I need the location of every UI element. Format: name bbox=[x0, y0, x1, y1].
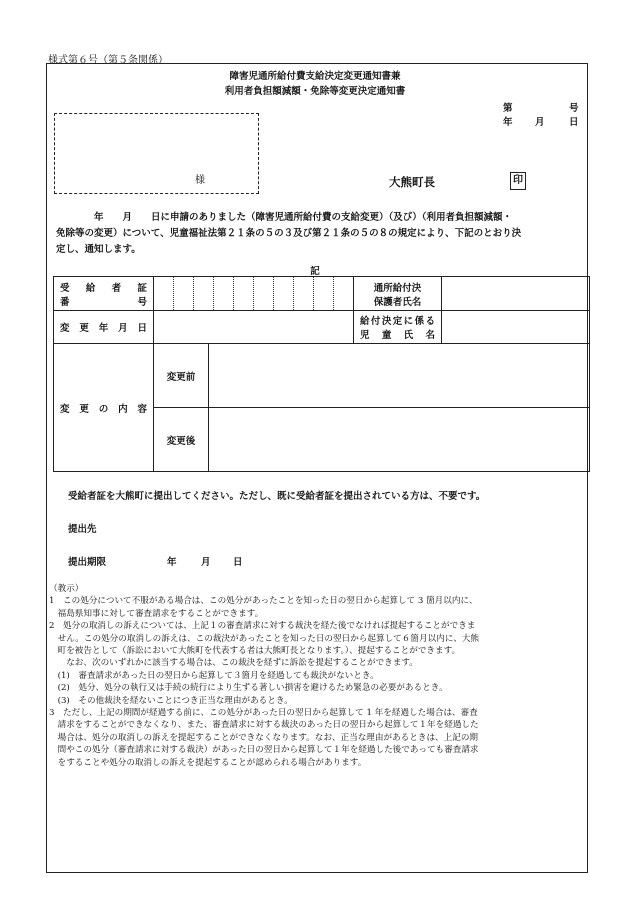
instruction-section bbox=[49, 583, 587, 769]
child-label-2: 児 童 氏 名 bbox=[360, 330, 435, 341]
seal-stamp: 印 bbox=[510, 172, 526, 190]
instruction-line: をすることや処分の取消しの訴えを提起することが認められる場合があります。 bbox=[49, 757, 367, 768]
date-year: 年 bbox=[503, 117, 513, 128]
instruction-line: 1 この処分について不服がある場合は、この処分があったことを知った日の翌日から起算して 3 箇月以内に、 bbox=[49, 596, 478, 607]
instruction-line: 2 処分の取消しの訴えについては、上記１の審査請求に対する裁決を経た後でなければ提起することができま bbox=[49, 621, 476, 632]
document-title-line2: 利用者負担額減額・免除等変更決定通知書 bbox=[224, 86, 406, 97]
addressee-box[interactable] bbox=[54, 113, 259, 194]
instruction-line: (3) その他裁決を経ないことにつき正当な理由があるとき。 bbox=[49, 695, 293, 706]
submission-notice: 受給者証を大熊町に提出してください。ただし、既に受給者証を提出されている方は、不要です。 bbox=[68, 491, 486, 502]
recipient-cert-label-2: 番 号 bbox=[60, 296, 147, 308]
body-line: 年 月 日に申請のありました（障害児通所給付費の支給変更）（及び）（利用者負担額減額・ bbox=[56, 212, 513, 223]
instruction-line: (1) 審査請求があった日の翌日から起算して３箇月を経過しても裁決がないとき。 bbox=[49, 670, 379, 681]
number-go: 号 bbox=[569, 103, 579, 114]
body-paragraph bbox=[56, 210, 588, 258]
ki-heading: 記 bbox=[310, 266, 320, 277]
before-label: 変更前 bbox=[154, 344, 209, 408]
submit-to-label: 提出先 bbox=[68, 524, 97, 535]
deadline-month: 月 bbox=[201, 557, 211, 568]
change-content-label: 変 更 の 内 容 bbox=[54, 344, 154, 472]
deadline-day: 日 bbox=[233, 557, 243, 568]
recipient-cert-label-1: 受 給 者 証 bbox=[60, 282, 147, 294]
guardian-name-field[interactable] bbox=[442, 277, 590, 311]
recipient-cert-label bbox=[54, 277, 154, 311]
instruction-line: 3 ただし、上記の期間が経過する前に、この処分があった日の翌日から起算して 1 年を経過した場合は、審査 bbox=[49, 708, 478, 719]
child-label-1: 給付決定に係る bbox=[360, 316, 435, 327]
after-label: 変更後 bbox=[154, 408, 209, 472]
instruction-line: 福島県知事に対して審査請求をすることができます。 bbox=[49, 608, 264, 619]
instruction-line: 間やこの処分（審査請求に対する裁決）があった日の翌日から起算して１年を経過した後であっても審査請求 bbox=[49, 745, 479, 756]
instruction-line: 場合は、処分の取消しの訴えを提起することができなくなります。なお、正当な理由があるときは、上記の期 bbox=[49, 732, 479, 743]
body-line: 免除等の変更）について、児童福祉法第２１条の５の３及び第２１条の５の８の規定により、下記のとおり決 bbox=[56, 228, 522, 239]
child-name-label bbox=[354, 311, 442, 344]
instruction-line: (2) 処分、処分の執行又は手続の続行により生ずる著しい損害を避けるため緊急の必要があるとき。 bbox=[49, 683, 448, 694]
change-date-label: 変 更 年 月 日 bbox=[54, 311, 154, 344]
instruction-line: なお、次のいずれかに該当する場合は、この裁決を経ずに訴訟を提起することができます。 bbox=[49, 658, 418, 669]
after-field[interactable] bbox=[209, 408, 590, 472]
before-field[interactable] bbox=[209, 344, 590, 408]
document-title-line1: 障害児通所給付費支給決定変更通知書兼 bbox=[229, 71, 401, 82]
instruction-line: （教示） bbox=[49, 584, 84, 594]
deadline-label: 提出期限 bbox=[68, 557, 107, 568]
addressee-suffix: 様 bbox=[195, 175, 205, 186]
number-dai: 第 bbox=[503, 103, 513, 114]
issuer-name: 大熊町長 bbox=[389, 175, 435, 189]
date-month: 月 bbox=[535, 117, 545, 128]
guardian-label-1: 通所給付決 bbox=[373, 282, 422, 294]
guardian-label bbox=[354, 277, 442, 311]
details-table bbox=[53, 276, 590, 472]
change-date-field[interactable] bbox=[154, 311, 354, 344]
deadline-year: 年 bbox=[167, 557, 177, 568]
instruction-line: 町を被告として（訴訟において大熊町を代表する者は大熊町長となります。）、提起することができます。 bbox=[49, 646, 461, 657]
recipient-cert-number-field[interactable] bbox=[154, 277, 354, 311]
date-day: 日 bbox=[569, 117, 579, 128]
guardian-label-2: 保護者氏名 bbox=[373, 296, 422, 308]
instruction-line: 請求をすることができなくなり、また、審査請求に対する裁決のあった日の翌日から起算して１年を経過した bbox=[49, 720, 479, 731]
body-line: 定し、通知します。 bbox=[56, 244, 141, 255]
form-number-label: 様式第６号（第５条関係） bbox=[48, 55, 168, 66]
child-name-field[interactable] bbox=[442, 311, 590, 344]
instruction-line: せん。この処分の取消しの訴えは、この裁決があったことを知った日の翌日から起算して６箇月以内に、大熊 bbox=[49, 633, 480, 644]
